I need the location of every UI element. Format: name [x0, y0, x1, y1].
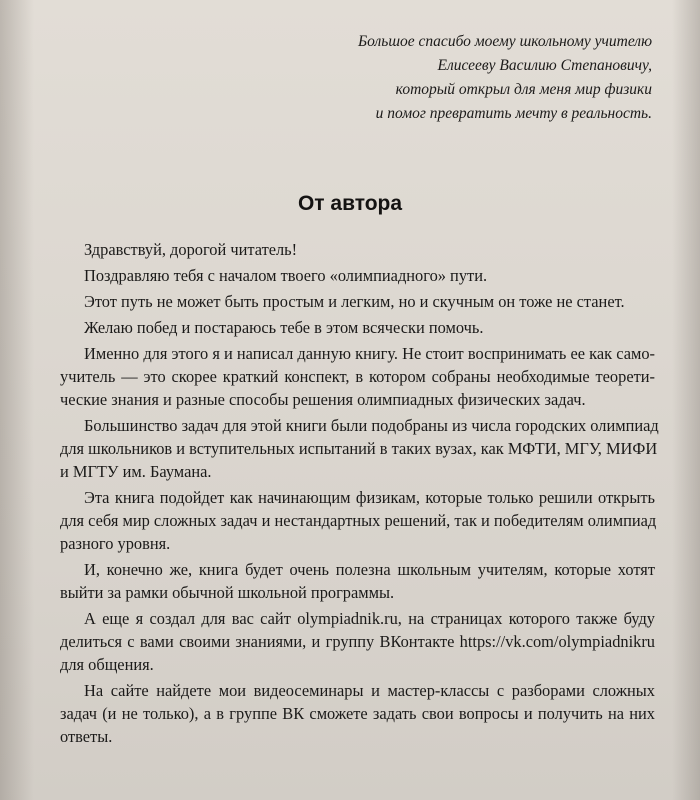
epigraph-line: Елисееву Василию Степановичу, [437, 57, 652, 74]
epigraph-line: который открыл для меня мир физики [395, 81, 652, 98]
text-line: Именно для этого я и написал данную книгу. Не стоит воспринимать ее как само- [84, 344, 655, 363]
paragraph [60, 290, 655, 313]
text-line: Эта книга подойдет как начинающим физикам, которые только решили открыть [84, 488, 655, 507]
text-line: выйти за рамки обычной школьной программы. [60, 583, 395, 602]
page-gutter-shadow [0, 0, 34, 800]
paragraph [60, 486, 655, 555]
text-line: Этот путь не может быть простым и легким, но и скучным он тоже не станет. [84, 292, 625, 311]
text-line: для школьников и вступительных испытаний в таких вузах, как МФТИ, МГУ, МИФИ [60, 439, 658, 458]
text-line: делиться с вами своими знаниями, и группу ВКонтакте https://vk.com/olympiadnikru [60, 632, 655, 651]
paragraph [60, 414, 659, 483]
paragraph [60, 679, 655, 748]
text-line: Поздравляю тебя с началом твоего «олимпиадного» пути. [84, 266, 488, 285]
text-line: учитель — это скорее краткий конспект, в котором собраны необходимые теорети- [60, 367, 655, 386]
paragraph [60, 342, 655, 411]
section-title: От автора [297, 192, 403, 215]
text-line: разного уровня. [60, 534, 171, 553]
text-line: Большинство задач для этой книги были подобраны из числа городских олимпиад [84, 416, 659, 435]
text-line: На сайте найдете мои видеосеминары и мастер-классы с разборами сложных [84, 681, 655, 700]
page-edge-shadow [672, 0, 700, 800]
paragraph [60, 264, 655, 287]
text-line: Здравствуй, дорогой читатель! [84, 240, 298, 259]
text-line: задач (и не только), а в группе ВК сможете задать свои вопросы и получить на них [60, 704, 655, 723]
paragraph [60, 238, 655, 261]
epigraph-line: и помог превратить мечту в реальность. [375, 105, 652, 122]
text-line: и МГТУ им. Баумана. [60, 462, 212, 481]
text-line: И, конечно же, книга будет очень полезна школьным учителям, которые хотят [84, 560, 655, 579]
epigraph-line: Большое спасибо моему школьному учителю [358, 33, 652, 50]
preface-text [60, 238, 659, 751]
text-line: для себя мир сложных задач и нестандартных решений, так и победителям олимпиад [60, 511, 657, 530]
paragraph [60, 558, 655, 604]
paragraph [60, 607, 655, 676]
text-line: Желаю побед и постараюсь тебе в этом всячески помочь. [84, 318, 484, 337]
text-line: А еще я создал для вас сайт olympiadnik.ru, на страницах которого также буду [84, 609, 655, 628]
epigraph [358, 30, 652, 126]
text-line: ответы. [60, 727, 113, 746]
text-line: для общения. [60, 655, 154, 674]
text-line: ческие знания и разные способы решения олимпиадных физических задач. [60, 390, 586, 409]
paragraph [60, 316, 655, 339]
